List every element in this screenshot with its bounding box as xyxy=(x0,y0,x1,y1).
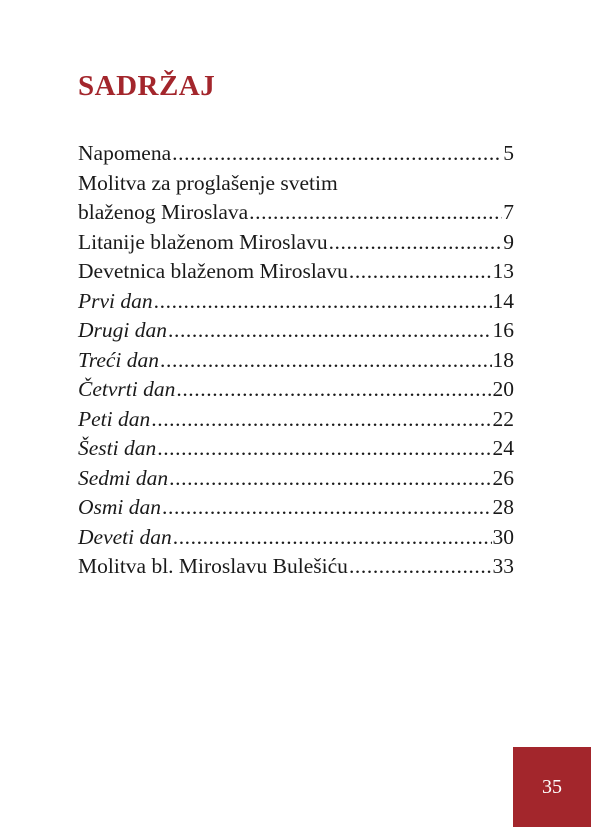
toc-entry-page: 9 xyxy=(503,229,514,254)
toc-entry-page: 24 xyxy=(492,436,514,460)
dot-leader xyxy=(172,139,502,169)
dot-leader xyxy=(162,493,491,523)
toc-entry-page: 16 xyxy=(492,318,514,342)
toc-entry xyxy=(78,257,514,287)
toc-entry-page: 28 xyxy=(492,495,514,519)
toc-entry-label: Litanije blaženom Miroslavu xyxy=(78,229,328,254)
toc-entry xyxy=(78,228,514,258)
toc-entry-label: Sedmi dan xyxy=(78,465,169,490)
dot-leader xyxy=(169,464,491,494)
toc-entry-label: Devetnica blaženom Miroslavu xyxy=(78,259,348,283)
toc-entry-page: 30 xyxy=(492,524,514,549)
toc-entry-label: blaženog Miroslava xyxy=(78,200,249,224)
dot-leader xyxy=(176,375,491,405)
toc-entry xyxy=(78,139,514,169)
toc-entry xyxy=(78,198,514,228)
toc-entry-page: 26 xyxy=(492,465,514,490)
toc-entry xyxy=(78,552,514,582)
toc-entry-label: Drugi dan xyxy=(78,318,167,342)
toc-entry xyxy=(78,464,514,494)
toc-entry-label: Treći dan xyxy=(78,347,160,372)
toc-entry xyxy=(78,316,514,346)
page-title: SADRŽAJ xyxy=(78,70,216,102)
dot-leader xyxy=(157,434,491,464)
toc-entry xyxy=(78,375,514,405)
toc-entry-page: 14 xyxy=(492,288,514,313)
dot-leader xyxy=(151,405,491,435)
table-of-contents xyxy=(78,139,514,582)
toc-entry-label: Molitva za proglašenje svetim xyxy=(78,170,338,195)
dot-leader xyxy=(349,257,492,287)
toc-entry xyxy=(78,493,514,523)
toc-entry xyxy=(78,287,514,317)
toc-entry-page: 33 xyxy=(492,554,514,578)
dot-leader xyxy=(154,287,492,317)
toc-entry-label: Deveti dan xyxy=(78,524,172,549)
dot-leader xyxy=(249,198,502,228)
toc-entry-page: 20 xyxy=(492,377,514,401)
toc-entry-label: Napomena xyxy=(78,141,172,165)
toc-entry-label: Šesti dan xyxy=(78,436,157,460)
dot-leader xyxy=(329,228,503,258)
toc-entry-page: 18 xyxy=(492,347,514,372)
toc-entry-label: Molitva bl. Miroslavu Bulešiću xyxy=(78,554,348,578)
toc-entry-page: 22 xyxy=(492,406,514,431)
toc-entry-label: Osmi dan xyxy=(78,495,162,519)
toc-entry xyxy=(78,346,514,376)
page-number-badge xyxy=(513,747,591,827)
toc-entry-page: 13 xyxy=(492,259,514,283)
toc-entry xyxy=(78,434,514,464)
toc-entry-label: Peti dan xyxy=(78,406,151,431)
toc-entry xyxy=(78,405,514,435)
page-number: 35 xyxy=(542,775,562,798)
toc-entry-label: Prvi dan xyxy=(78,288,153,313)
dot-leader xyxy=(349,552,492,582)
toc-entry-page: 5 xyxy=(503,141,514,165)
toc-entry xyxy=(78,523,514,553)
dot-leader xyxy=(168,316,492,346)
toc-entry-label: Četvrti dan xyxy=(78,377,176,401)
toc-entry xyxy=(78,169,514,199)
dot-leader xyxy=(173,523,492,553)
dot-leader xyxy=(160,346,491,376)
toc-entry-page: 7 xyxy=(503,200,514,224)
